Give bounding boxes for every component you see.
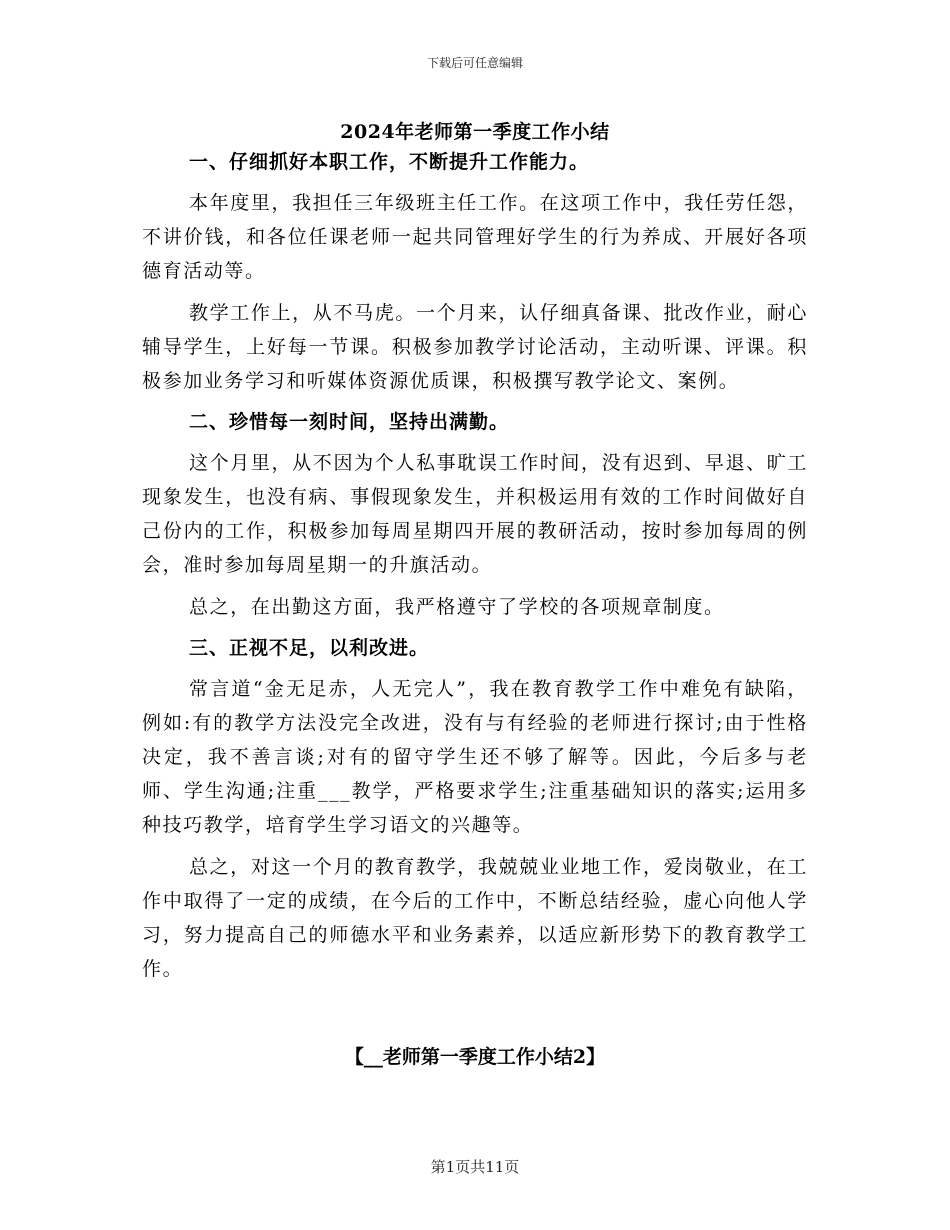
section-3-paragraph-2: 总之，对这一个月的教育教学，我兢兢业业地工作，爱岗敬业，在工作中取得了一定的成绩，在今后的工作中，不断总结经验，虚心向他人学习，努力提高自己的师德水平和业务素养，以适应新形势下的教育教学工作。 bbox=[142, 856, 808, 980]
section-1-paragraph-1: 本年度里，我担任三年级班主任工作。在这项工作中，我任劳任怨，不讲价钱，和各位任课老师一起共同管理好学生的行为养成、开展好各项德育活动等。 bbox=[142, 192, 808, 282]
page-number: 第1页共11页 bbox=[430, 1158, 520, 1176]
section-1-paragraph-2: 教学工作上，从不马虎。一个月来，认仔细真备课、批改作业，耐心辅导学生，上好每一节课。积极参加教学讨论活动，主动听课、评课。积极参加业务学习和听媒体资源优质课，积极撰写教学论文、案例。 bbox=[142, 302, 808, 392]
section-1-heading: 一、仔细抓好本职工作，不断提升工作能力。 bbox=[189, 151, 590, 173]
section-2-paragraph-1: 这个月里，从不因为个人私事耽误工作时间，没有迟到、早退、旷工现象发生，也没有病、事假现象发生，并积极运用有效的工作时间做好自己份内的工作，积极参加每周星期四开展的教研活动，按时参加每周的例会，准时参加每周星期一的升旗活动。 bbox=[142, 452, 808, 576]
section-3-heading: 三、正视不足，以利改进。 bbox=[189, 637, 430, 659]
section-2-heading: 二、珍惜每一刻时间，坚持出满勤。 bbox=[189, 411, 510, 433]
header-note: 下载后可任意编辑 bbox=[426, 56, 523, 70]
document-body bbox=[142, 146, 808, 994]
section-2-paragraph-2: 总之，在出勤这方面，我严格遵守了学校的各项规章制度。 bbox=[189, 596, 725, 618]
section-3-paragraph-1: 常言道“金无足赤，人无完人”，我在教育教学工作中难免有缺陷，例如:有的教学方法没完全改进，没有与有经验的老师进行探讨;由于性格决定，我不善言谈;对有的留守学生还不够了解等。因此，今后多与老师、学生沟通;注重___教学，严格要求学生;注重基础知识的落实;运用多种技巧教学，培育学生学习语文的兴趣等。 bbox=[142, 678, 808, 836]
next-document-subtitle: 【__老师第一季度工作小结2】 bbox=[344, 1046, 606, 1068]
document-title: 2024年老师第一季度工作小结 bbox=[340, 121, 610, 143]
